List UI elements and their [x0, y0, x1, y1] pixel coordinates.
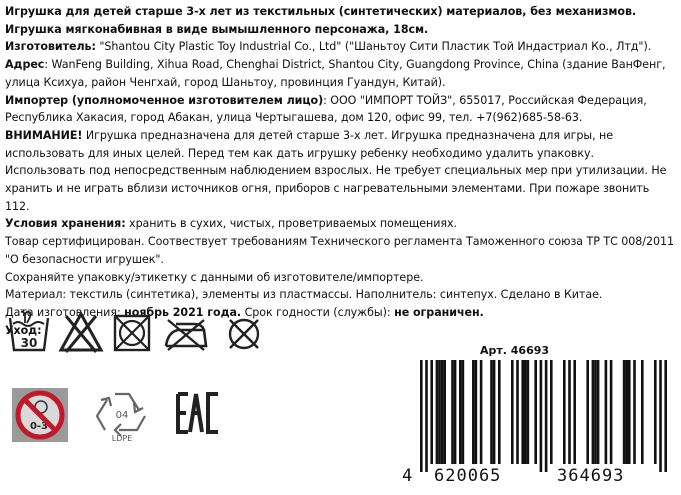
barcode-bar	[480, 360, 483, 464]
barcode-bar	[628, 360, 631, 464]
wash-30-icon	[8, 310, 50, 356]
barcode-bar	[534, 360, 537, 464]
svg-text:04: 04	[115, 410, 129, 421]
toy-description: Игрушка для детей старше 3-х лет из текстильных (синтетических) материалов, без механизмов.	[5, 5, 637, 18]
article-number: Арт. 46693	[480, 344, 550, 357]
barcode-guard-bar	[659, 360, 662, 472]
barcode-bar	[586, 360, 589, 464]
date-info: Дата изготовления: ноябрь 2021 года. Срок годности (службы): не ограничен.	[5, 305, 484, 319]
no-dry-clean-icon	[224, 314, 264, 354]
barcode-bar	[527, 360, 530, 464]
barcode-bar	[459, 360, 462, 464]
warning-info: ВНИМАНИЕ! Игрушка предназначена для детей старше 3-х лет. Игрушка предназначена для игры, не использовать для иных целей. Перед тем как дать игрушку ребенку необходимо удалить упаковку. Использовать под непосредственным наблюдением взрослых. Не требует специальных мер при утилизации. Не хранить и не играть вблизи источников огня, приборов с нагревательными элементами. При пожаре звонить 112.	[5, 128, 667, 213]
material-info: Материал: текстиль (синтетика), элементы из пластмассы. Наполнитель: синтепух. Сделано в Китае.	[5, 288, 603, 302]
barcode-bar	[472, 360, 475, 464]
barcode-bar	[436, 360, 439, 464]
barcode-bar	[430, 360, 433, 464]
svg-text:30: 30	[20, 336, 38, 350]
care-heading: Уход:	[5, 323, 42, 337]
no-bleach-icon	[58, 310, 104, 354]
eac-mark-icon	[176, 392, 222, 434]
barcode-bar	[511, 360, 514, 464]
barcode-guard-bar	[540, 360, 543, 472]
svg-text:LDPE: LDPE	[111, 434, 133, 442]
barcode-bar	[475, 360, 478, 464]
barcode-bar	[443, 360, 446, 464]
barcode-bar	[516, 360, 519, 464]
barcode-bar	[641, 360, 644, 464]
barcode-bar	[493, 360, 496, 464]
ean13-barcode	[404, 360, 674, 472]
label-text	[5, 3, 677, 339]
barcode-guard-bar	[420, 360, 423, 472]
barcode-bar	[594, 360, 597, 464]
barcode-right-digits: 364693	[557, 466, 625, 486]
age-warning-icon	[12, 388, 68, 442]
barcode-bar	[592, 360, 595, 464]
keep-packaging-info: Сохраняйте упаковку/этикетку с данными об изготовителе/импортере.	[5, 270, 424, 284]
barcode-bar	[438, 360, 441, 464]
barcode-guard-bar	[545, 360, 548, 472]
barcode-bar	[605, 360, 608, 464]
iron-low-icon	[162, 316, 210, 352]
barcode-bar	[563, 360, 566, 464]
barcode-bar	[498, 360, 501, 464]
barcode-guard-bar	[664, 360, 667, 472]
barcode-bar	[454, 360, 457, 464]
barcode-first-digit: 4	[402, 466, 414, 486]
barcode-bar	[597, 360, 600, 464]
recycle-ldpe-icon	[89, 388, 155, 442]
barcode-bar	[610, 360, 613, 464]
barcode-bar	[524, 360, 527, 464]
toy-type: Игрушка мягконабивная в виде вымышленного персонажа, 18см.	[5, 22, 429, 36]
barcode-bar	[654, 360, 657, 464]
barcode-bar	[625, 360, 628, 464]
manufacturer-info: Изготовитель: "Shantou City Plastic Toy Industrial Co., Ltd" ("Шаньтоу Сити Пластик Той Индастриал Ко., Лтд"). Адрес: WanFeng Building, Xihua Road, Chenghai District, Shantou City, Guangdong Province, China (здание ВанФенг, улица Ксихуа, район Ченгхай, город Шаньтоу, провинция Гуандун, Китай).	[5, 40, 666, 89]
no-tumble-dry-icon	[112, 313, 152, 353]
storage-info: Условия хранения: хранить в сухих, чистых, проветриваемых помещениях.	[5, 217, 458, 231]
barcode-guard-bar	[425, 360, 428, 472]
certification-info: Товар сертифицирован. Соотвествует требованиям Технического регламента Таможенного союза ТР ТС 008/2011 "О безопасности игрушек".	[5, 235, 675, 266]
barcode-bar	[451, 360, 454, 464]
barcode-bar	[568, 360, 571, 464]
barcode-bar	[550, 360, 553, 464]
barcode-bar	[462, 360, 465, 464]
barcode-left-digits: 620065	[434, 466, 502, 486]
barcode-bar	[623, 360, 626, 464]
barcode-bar	[633, 360, 636, 464]
barcode-bar	[490, 360, 493, 464]
importer-info: Импортер (уполномоченное изготовителем лицо): ООО "ИМПОРТ ТОЙЗ", 655017, Российская Федерация, Республика Хакасия, город Абакан, улица Чертыгашева, дом 120, офис 99, тел. +7(962)685-58-63.	[5, 93, 647, 125]
svg-text:0-3: 0-3	[29, 421, 49, 432]
barcode-bar	[521, 360, 524, 464]
barcode-bar	[441, 360, 444, 464]
barcode-bar	[573, 360, 576, 464]
